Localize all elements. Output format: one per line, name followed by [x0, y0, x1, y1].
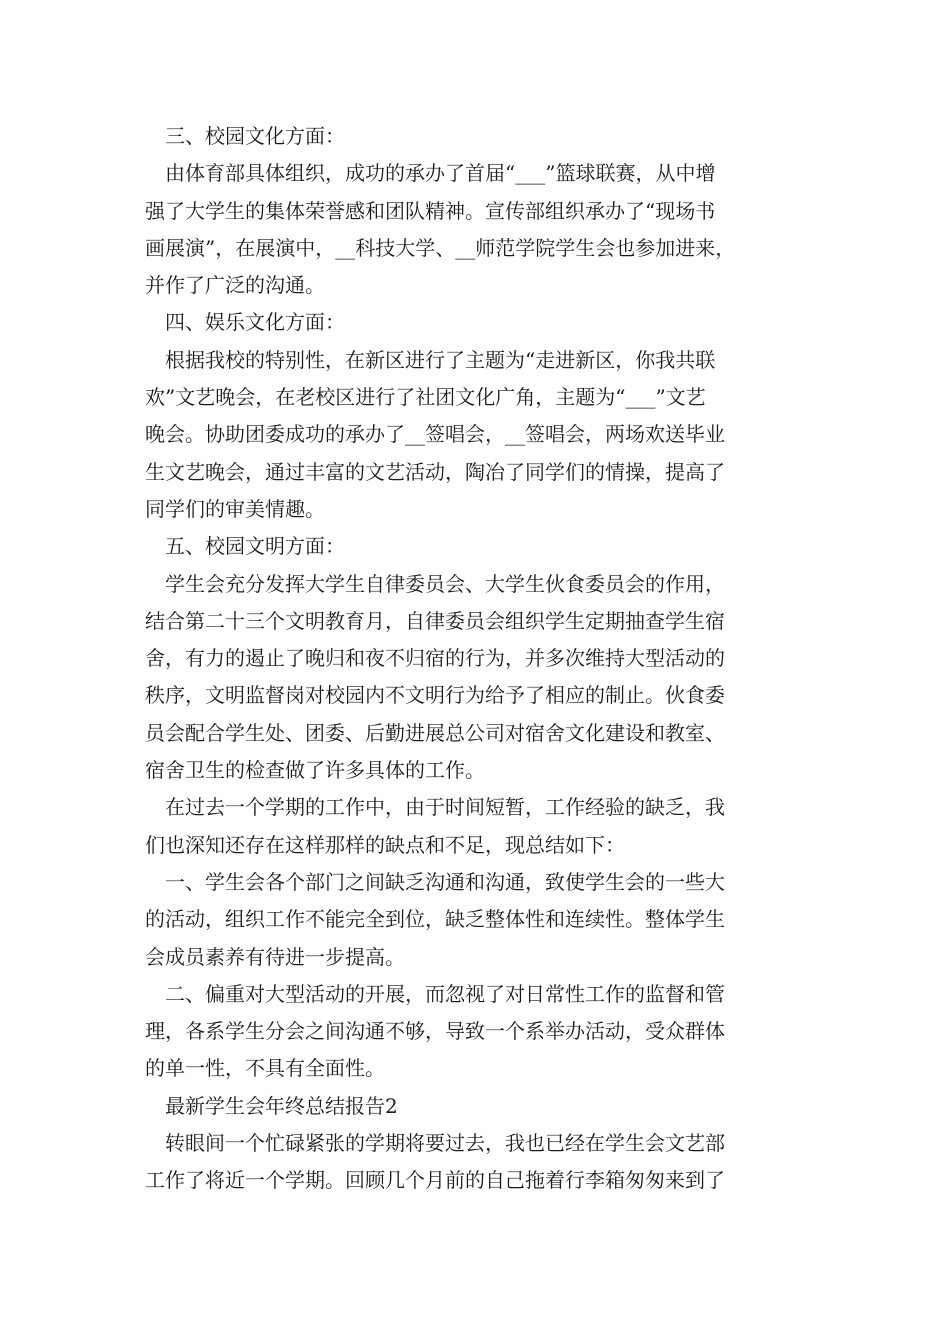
- text-line: 强了大学生的集体荣誉感和团队精神。宣传部组织承办了“现场书: [145, 198, 716, 223]
- text-line: 画展演”，在展演中，__科技大学、__师范学院学生会也参加进来，: [145, 235, 736, 260]
- text-line: 根据我校的特别性，在新区进行了主题为“走进新区，你我共联: [165, 347, 716, 372]
- text-line: 理，各系学生分会之间沟通不够，导致一个系举办活动，受众群体: [145, 1019, 725, 1044]
- text-line: 的活动，组织工作不能完全到位，缺乏整体性和连续性。整体学生: [145, 907, 725, 932]
- text-line: 由体育部具体组织，成功的承办了首届“___”篮球联赛，从中增: [165, 161, 716, 186]
- text-line: 四、娱乐文化方面：: [165, 310, 345, 335]
- text-line: 二、偏重对大型活动的开展，而忽视了对日常性工作的监督和管: [165, 981, 725, 1006]
- text-line: 舍，有力的遏止了晚归和夜不归宿的行为，并多次维持大型活动的: [145, 646, 725, 671]
- text-line: 员会配合学生处、团委、后勤进展总公司对宿舍文化建设和教室、: [145, 720, 725, 745]
- text-line: 五、校园文明方面：: [165, 534, 345, 559]
- document-page: [145, 118, 825, 1200]
- text-line: 同学们的审美情趣。: [145, 496, 325, 521]
- text-line: 一、学生会各个部门之间缺乏沟通和沟通，致使学生会的一些大: [165, 869, 725, 894]
- text-line: 最新学生会年终总结报告2: [165, 1093, 398, 1118]
- text-line: 在过去一个学期的工作中，由于时间短暂，工作经验的缺乏，我: [165, 795, 725, 820]
- text-line: 秩序，文明监督岗对校园内不文明行为给予了相应的制止。伙食委: [145, 683, 725, 708]
- text-line: 的单一性，不具有全面性。: [145, 1056, 385, 1081]
- text-line: 们也深知还存在这样那样的缺点和不足，现总结如下：: [145, 832, 625, 857]
- document-body: [145, 118, 825, 1200]
- text-line: 学生会充分发挥大学生自律委员会、大学生伙食委员会的作用，: [165, 571, 725, 596]
- text-line: 宿舍卫生的检查做了许多具体的工作。: [145, 758, 485, 783]
- text-line: 转眼间一个忙碌紧张的学期将要过去，我也已经在学生会文艺部: [165, 1131, 725, 1156]
- text-line: 生文艺晚会，通过丰富的文艺活动，陶冶了同学们的情操，提高了: [145, 459, 725, 484]
- text-line: 三、校园文化方面：: [165, 124, 345, 148]
- text-line: 工作了将近一个学期。回顾几个月前的自己拖着行李箱匆匆来到了: [145, 1168, 725, 1193]
- text-line: 结合第二十三个文明教育月，自律委员会组织学生定期抽查学生宿: [145, 608, 725, 633]
- text-line: 会成员素养有待进一步提高。: [145, 944, 405, 969]
- text-line: 并作了广泛的沟通。: [145, 273, 325, 298]
- text-line: 欢”文艺晚会，在老校区进行了社团文化广角，主题为“___”文艺: [145, 385, 706, 410]
- text-line: 晚会。协助团委成功的承办了__签唱会，__签唱会，两场欢送毕业: [145, 422, 725, 447]
